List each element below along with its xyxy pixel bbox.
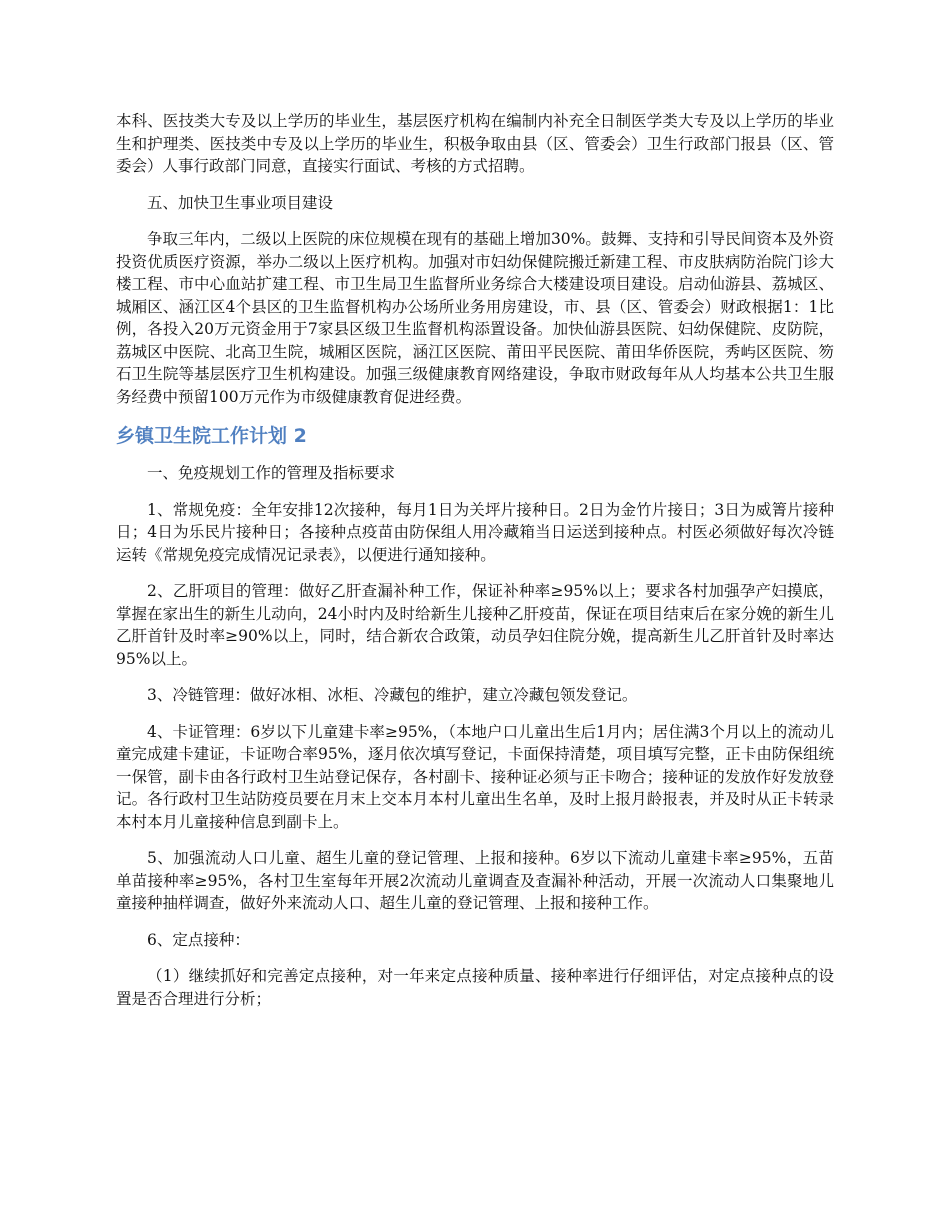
item-3-cold-chain: 3、冷链管理：做好冰相、冰柜、冷藏包的维护，建立冷藏包领发登记。 [147,686,638,704]
item-6-1-subitem: （1）继续抓好和完善定点接种，对一年来定点接种质量、接种率进行仔细评估，对定点接种点的设置是否合理进行分析； [116,967,834,1008]
section-1-title: 一、免疫规划工作的管理及指标要求 [147,464,396,482]
section-5-title: 五、加快卫生事业项目建设 [147,193,334,212]
section-5-body: 争取三年内，二级以上医院的床位规模在现有的基础上增加30%。鼓舞、支持和引导民间资本及外资投资优质医疗资源，举办二级以上医疗机构。加强对市妇幼保健院搬迁新建工程、市皮肤病防治院门诊大楼工程、市中心血站扩建工程、市卫生局卫生监督所业务综合大楼建设项目建设。启动仙游县、荔城区、城厢区、涵江区4个县区的卫生监督机构办公场所业务用房建设，市、县（区、管委会）财政根据1：1比例，各投入20万元资金用于7家县区级卫生监督机构添置设备。加快仙游县医院、妇幼保健院、皮防院，荔城区中医院、北高卫生院，城厢区医院，涵江区医院、莆田平民医院、莆田华侨医院，秀屿区医院、笏石卫生院等基层医疗卫生机构建设。加强三级健康教育网络建设，争取市财政每年从人均基本公共卫生服务经费中预留100万元作为市级健康教育促进经费。 [116,230,834,406]
item-5-migrant-children: 5、加强流动人口儿童、超生儿童的登记管理、上报和接种。6岁以下流动儿童建卡率≥95%，五苗单苗接种率≥95%，各村卫生室每年开展2次流动儿童调查及查漏补种活动，开展一次流动人口集聚地儿童接种抽样调查，做好外来流动人口、超生儿童的登记管理、上报和接种工作。 [116,849,834,912]
intro-paragraph: 本科、医技类大专及以上学历的毕业生，基层医疗机构在编制内补充全日制医学类大专及以上学历的毕业生和护理类、医技类中专及以上学历的毕业生，积极争取由县（区、管委会）卫生行政部门报县（区、管委会）人事行政部门同意，直接实行面试、考核的方式招聘。 [116,112,834,175]
item-2-hepatitis-b: 2、乙肝项目的管理：做好乙肝查漏补种工作，保证补种率≥95%以上；要求各村加强孕产妇摸底，掌握在家出生的新生儿动向，24小时内及时给新生儿接种乙肝疫苗，保证在项目结束后在家分娩的新生儿乙肝首针及时率≥90%以上，同时，结合新农合政策，动员孕妇住院分娩，提高新生儿乙肝首针及时率达95%以上。 [116,582,834,668]
item-6-fixed-point-vaccination: 6、定点接种： [147,930,250,949]
item-1-routine-immunization: 1、常规免疫：全年安排12次接种，每月1日为关坪片接种日。2日为金竹片接日；3日为威箐片接种日；4日为乐民片接种日；各接种点疫苗由防保组人用冷藏箱当日运送到接种点。村医必须做好每次冷链运转《常规免疫完成情况记录表》，以便进行通知接种。 [116,500,834,564]
item-4-card-management: 4、卡证管理：6岁以下儿童建卡率≥95%，（本地户口儿童出生后1月内；居住满3个月以上的流动儿童完成建卡建证，卡证吻合率95%，逐月依次填写登记，卡面保持清楚，项目填写完整，正卡由防保组统一保管，副卡由各行政村卫生站登记保存，各村副卡、接种证必须与正卡吻合；接种证的发放作好发放登记。各行政村卫生站防疫员要在月末上交本月本村儿童出生名单，及时上报月龄报表，并及时从正卡转录本村本月儿童接种信息到副卡上。 [116,722,834,831]
document-heading: 乡镇卫生院工作计划 2 [116,425,307,447]
